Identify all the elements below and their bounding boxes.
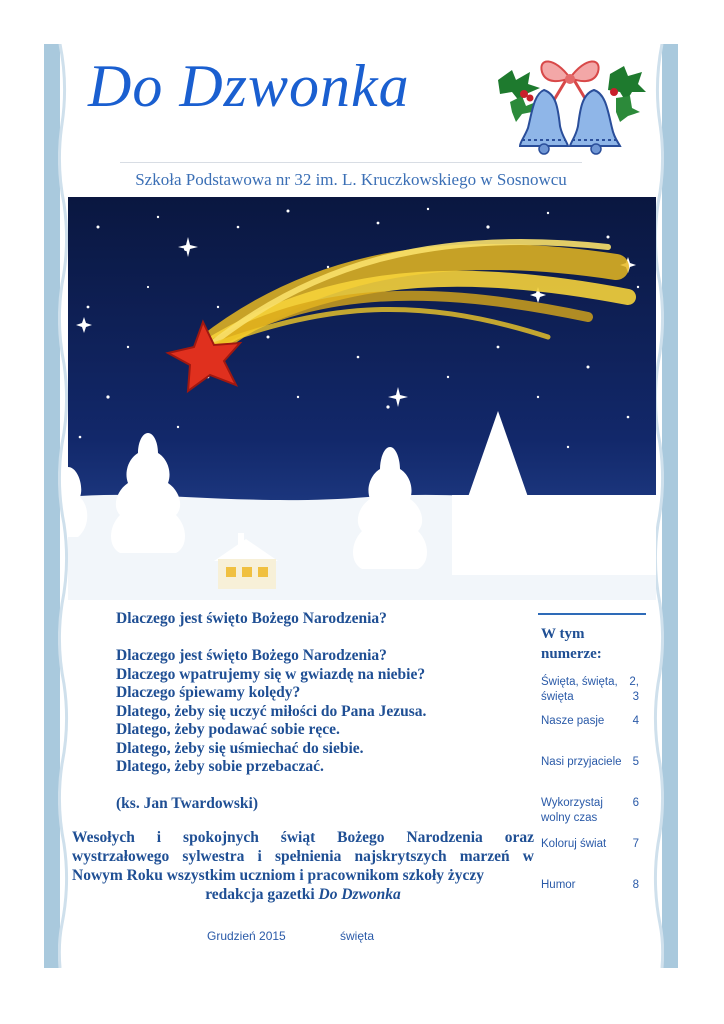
toc-item[interactable] — [541, 796, 641, 826]
page-border-right — [662, 44, 678, 968]
poem-line: Dlatego, żeby się uśmiechać do siebie. — [116, 739, 364, 757]
newsletter-title: Do Dzwonka — [88, 53, 410, 119]
school-name: Szkoła Podstawowa nr 32 im. L. Kruczkowskiego w Sosnowcu — [135, 170, 567, 189]
toc-item[interactable] — [541, 837, 641, 852]
wishes-line: wystrzałowego sylwestra i spełnienia najskrytszych marzeń w — [72, 848, 534, 865]
toc-item-page: 7 — [632, 838, 639, 850]
wishes-line: Nowym Roku wszystkim uczniom i pracownikom szkoły życzy — [72, 867, 485, 884]
sidebar-divider — [538, 613, 646, 615]
toc-item-label: Nasi przyjaciele — [541, 756, 622, 768]
toc-heading: W tym numerze: — [541, 626, 602, 662]
toc-item-label: Koloruj świat — [541, 838, 607, 850]
toc-item-page: 5 — [632, 756, 639, 768]
poem-line: Dlaczego jest święto Bożego Narodzenia? — [116, 647, 387, 664]
wishes-signature — [72, 885, 534, 904]
toc-item-label: Święta, święta, święta — [541, 676, 618, 703]
poem-line: Dlaczego wpatrujemy się w gwiazdę na niebie? — [116, 665, 426, 683]
toc-item-page: 6 — [632, 797, 639, 809]
christmas-night-illustration — [68, 197, 656, 600]
signature-name: Do Dzwonka — [318, 886, 401, 903]
poem-heading: Dlaczego jest święto Bożego Narodzenia? — [116, 610, 387, 627]
holiday-wishes — [72, 828, 534, 904]
header-divider — [120, 162, 582, 163]
poem-line: Dlatego, żeby sobie przebaczać. — [116, 758, 324, 775]
toc-item-label: Humor — [541, 879, 576, 891]
poem-author: (ks. Jan Twardowski) — [116, 795, 258, 812]
wishes-line: Wesołych i spokojnych świąt Bożego Narodzenia oraz — [72, 829, 534, 846]
toc-item[interactable] — [541, 675, 641, 705]
toc-item-label: Wykorzystaj wolny czas — [541, 797, 603, 824]
poem — [116, 610, 536, 814]
toc-item-label: Nasze pasje — [541, 715, 605, 727]
bells-holly-icon — [490, 50, 650, 155]
toc-item-page: 8 — [632, 879, 639, 891]
signature-prefix: redakcja gazetki — [205, 886, 319, 903]
footer-section: święta — [340, 929, 375, 943]
toc-item[interactable] — [541, 714, 641, 729]
poem-line: Dlatego, żeby się uczyć miłości do Pana Jezusa. — [116, 702, 427, 720]
footer-date: Grudzień 2015 — [207, 929, 286, 943]
toc-item-page: 4 — [632, 715, 639, 727]
toc-item-page: 2, 3 — [629, 676, 639, 703]
toc-item[interactable] — [541, 755, 641, 770]
poem-line: Dlaczego śpiewamy kolędy? — [116, 684, 301, 701]
poem-line: Dlatego, żeby podawać sobie ręce. — [116, 721, 340, 738]
toc-item[interactable] — [541, 878, 641, 893]
